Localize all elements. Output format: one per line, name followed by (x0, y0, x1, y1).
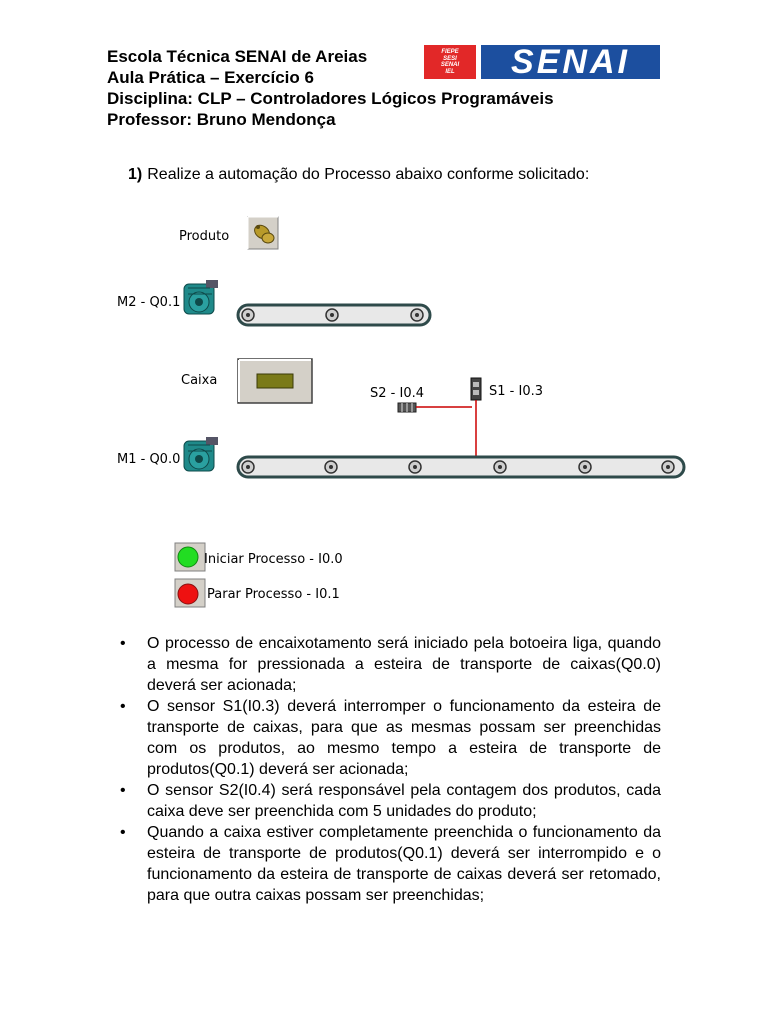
product-conveyor (238, 305, 430, 325)
fiepe-logo-block: FIEPE SESI SENAI IEL (424, 45, 476, 79)
list-item: • O processo de encaixotamento será iniciado pela botoeira liga, quando a mesma for pressionada a esteira de transporte de caixas(Q0.0) deverá ser acionada; (110, 633, 661, 696)
produto-button[interactable] (248, 217, 278, 249)
box-icon (257, 374, 293, 388)
lesson-title: Aula Prática – Exercício 6 (107, 68, 314, 87)
stop-button[interactable] (175, 579, 205, 607)
start-label: Iniciar Processo - I0.0 (204, 552, 343, 567)
caixa-label: Caixa (181, 373, 218, 388)
start-button[interactable] (175, 543, 205, 571)
m1-motor-icon (184, 437, 218, 471)
s2-sensor-icon (398, 403, 472, 412)
question-text: Realize a automação do Processo abaixo conforme solicitado: (147, 166, 590, 183)
m2-label: M2 - Q0.1 (117, 295, 181, 310)
stop-label: Parar Processo - I0.1 (207, 587, 340, 602)
list-item: • Quando a caixa estiver completamente preenchida o funcionamento da esteira de transporte de produtos(Q0.1) deverá ser interrompido e o funcionamento da esteira de transporte de caixas deverá ser retomado, para que outra caixas possam ser preenchidas; (110, 822, 661, 906)
discipline: Disciplina: CLP – Controladores Lógicos Programáveis (107, 89, 554, 108)
senai-logo (424, 42, 660, 81)
list-item: • O sensor S2(I0.4) será responsável pela contagem dos produtos, cada caixa deve ser preenchida com 5 unidades do produto; (110, 780, 661, 822)
box-conveyor (238, 457, 684, 477)
s2-label: S2 - I0.4 (370, 386, 424, 401)
list-item: • O sensor S1(I0.3) deverá interromper o funcionamento da esteira de transporte de caixas, para que as mesmas possam ser preenchidas com os produtos, ao mesmo tempo a esteira de transporte de produtos(Q0.1) deverá ser acionada; (110, 696, 661, 780)
senai-brand: SENAI (481, 45, 660, 79)
question-1 (128, 166, 589, 184)
caixa-button[interactable] (238, 359, 312, 403)
m2-motor-icon (184, 280, 218, 314)
m1-label: M1 - Q0.0 (117, 452, 181, 467)
professor: Professor: Bruno Mendonça (107, 110, 336, 129)
question-number: 1) (128, 166, 143, 183)
process-diagram (0, 200, 768, 620)
school-name: Escola Técnica SENAI de Areias (107, 47, 368, 66)
s1-label: S1 - I0.3 (489, 384, 543, 399)
produto-label: Produto (179, 229, 230, 244)
requirements-list (110, 633, 661, 906)
s1-sensor-icon (471, 378, 481, 457)
